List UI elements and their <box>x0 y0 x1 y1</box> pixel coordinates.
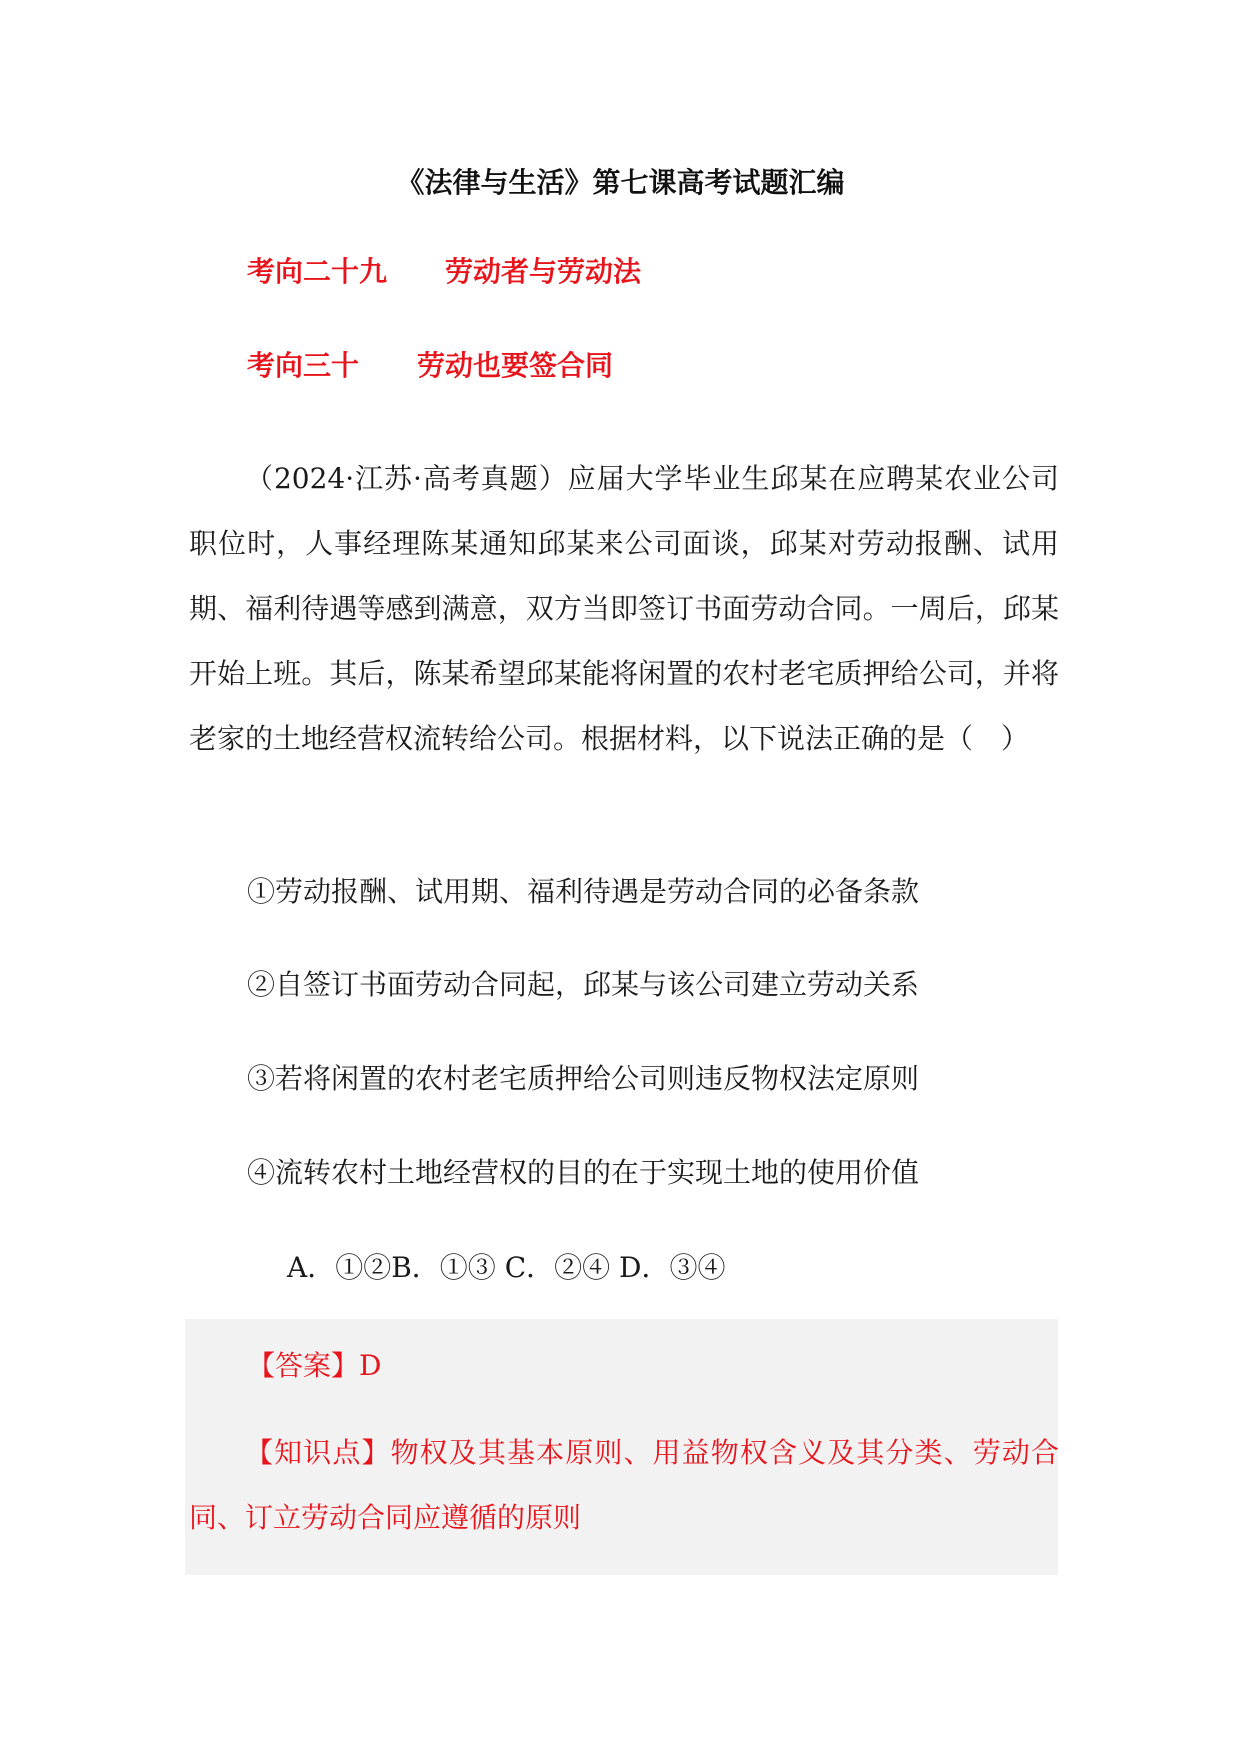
question-stem: （2024·江苏·高考真题）应届大学毕业生邱某在应聘某农业公司职位时，人事经理陈某通知邱某来公司面谈，邱某对劳动报酬、试用期、福利待遇等感到满意，双方当即签订书面劳动合同。一周后，邱某开始上班。其后，陈某希望邱某能将闲置的农村老宅质押给公司，并将老家的土地经营权流转给公司。根据材料，以下说法正确的是（ ） <box>189 462 1059 755</box>
page-title: 《法律与生活》第七课高考试题汇编 <box>396 166 845 199</box>
answer-choices: A．①②B．①③ C．②④ D．③④ <box>287 1251 726 1284</box>
section-label: 考向二十九 <box>247 255 388 288</box>
answer-line <box>247 1346 381 1386</box>
section-name: 劳动也要签合同 <box>417 349 614 382</box>
section-name: 劳动者与劳动法 <box>445 255 642 288</box>
section-label: 考向三十 <box>247 349 360 382</box>
option-2: ②自签订书面劳动合同起，邱某与该公司建立劳动关系 <box>247 968 920 1001</box>
option-3: ③若将闲置的农村老宅质押给公司则违反物权法定原则 <box>247 1062 920 1095</box>
answer-label: 【答案】 <box>247 1349 360 1382</box>
section-heading-29 <box>247 252 641 292</box>
knowledge-value: 物权及其基本原则、用益物权含义及其分类、劳动合同、订立劳动合同应遵循的原则 <box>189 1436 1059 1534</box>
answer-value: D <box>359 1349 382 1382</box>
option-4: ④流转农村土地经营权的目的在于实现土地的使用价值 <box>247 1156 920 1189</box>
section-heading-30 <box>247 346 613 386</box>
knowledge-label: 【知识点】 <box>245 1436 391 1469</box>
option-1: ①劳动报酬、试用期、福利待遇是劳动合同的必备条款 <box>247 875 920 908</box>
knowledge-points <box>189 1420 1059 1550</box>
